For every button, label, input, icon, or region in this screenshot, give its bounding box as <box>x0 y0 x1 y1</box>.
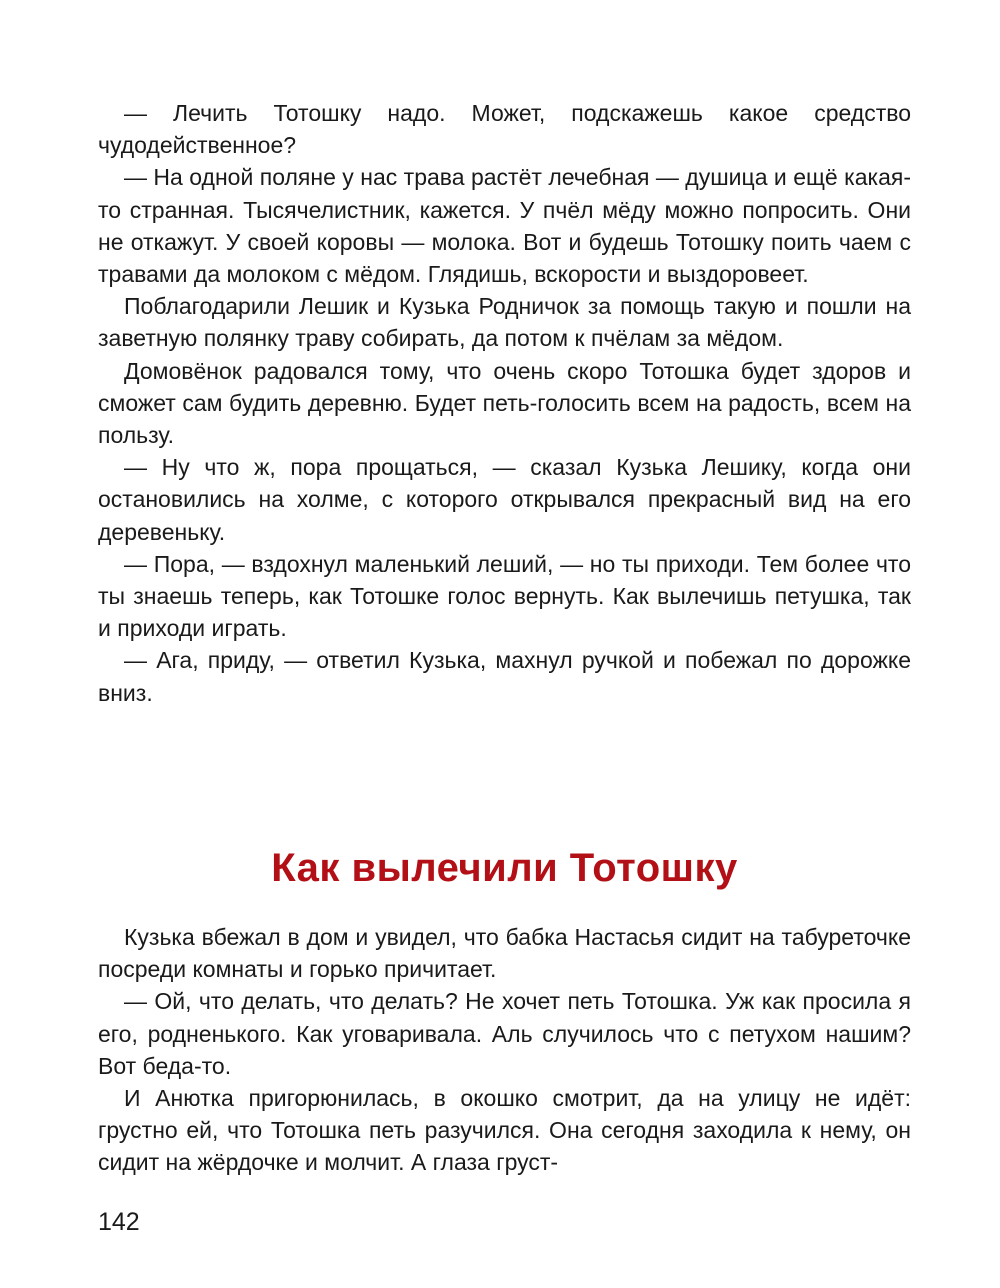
paragraph: — Ага, приду, — ответил Кузька, махнул ручкой и побежал по дорожке вниз. <box>98 647 911 706</box>
paragraph: — Лечить Тотошку надо. Может, подскажешь какое средство чудодейственное? <box>98 100 911 159</box>
story-text-top <box>98 97 911 709</box>
paragraph: — На одной поляне у нас трава растёт лечебная — душица и ещё какая-то странная. Тысячелистник, кажется. У пчёл мёду можно попросить. Они не откажут. У своей коровы — молока. Вот и будешь Тотошку поить чаем с травами да молоком с мёдом. Глядишь, вскорости и выздоровеет. <box>98 164 911 288</box>
paragraph: — Ой, что делать, что делать? Не хочет петь Тотошка. Уж как просила я его, родненького. Как уговаривала. Аль случилось что с петухом нашим? Вот беда-то. <box>98 988 911 1079</box>
paragraph: И Анютка пригорюнилась, в окошко смотрит, да на улицу не идёт: грустно ей, что Тотошка петь разучился. Она сегодня заходила к нему, он сидит на жёрдочке и молчит. А глаза груст- <box>98 1085 911 1176</box>
paragraph: Кузька вбежал в дом и увидел, что бабка Настасья сидит на табуреточке посреди комнаты и горько причитает. <box>98 924 911 983</box>
page-number: 142 <box>98 1208 140 1236</box>
story-text-bottom <box>98 921 911 1179</box>
paragraph: — Ну что ж, пора прощаться, — сказал Кузька Лешику, когда они остановились на холме, с которого открывался прекрасный вид на его деревеньку. <box>98 454 911 545</box>
chapter-title: Как вылечили Тотошку <box>271 846 738 890</box>
paragraph: Домовёнок радовался тому, что очень скоро Тотошка будет здоров и сможет сам будить деревню. Будет петь-голосить всем на радость, всем на пользу. <box>98 357 911 449</box>
paragraph: — Пора, — вздохнул маленький леший, — но ты приходи. Тем более что ты знаешь теперь, как Тотошке голос вернуть. Как вылечишь петушка, так и приходи играть. <box>98 550 911 642</box>
paragraph: Поблагодарили Лешик и Кузька Родничок за помощь такую и пошли на заветную полянку траву собирать, да потом к пчёлам за мёдом. <box>98 293 911 352</box>
